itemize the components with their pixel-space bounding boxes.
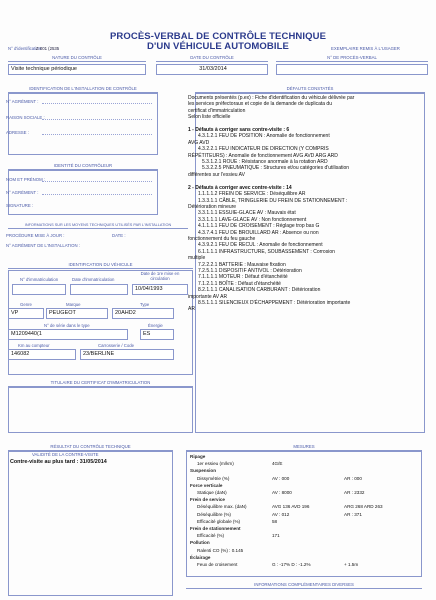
footer-header: INFORMATIONS COMPLÉMENTAIRES DIVERSES	[186, 582, 422, 589]
centre-header: IDENTIFICATION DE L'INSTALLATION DE CONTRÔLE	[8, 86, 158, 93]
defect-line: 1.3.3.1.1 CÂBLE, TRINGLERIE DU FREIN DE STATIONNEMENT :	[198, 197, 348, 204]
defect-line: certificat d'immatriculation	[188, 107, 246, 114]
mesure-sublabel: Ralenti CO (%) : 0.145	[197, 547, 244, 553]
nature-field: Visite technique périodique	[8, 64, 146, 75]
serie-label: N° de série dans le type	[44, 323, 90, 328]
type-label: Type	[140, 302, 150, 307]
info-agrement-label: N° AGRÉMENT DE L'INSTALLATION :	[6, 243, 80, 248]
defect-line: RÉPÉTITEURS) : Anomalie de fonctionnement AVG AVD ARG ARD	[188, 152, 338, 159]
pv-number-value: Z 001 (2535	[36, 46, 60, 51]
defect-line: 4.3.7.4.1 FEU DE BROUILLARD AR : Absence ou non	[198, 229, 319, 236]
centre-raison-line	[42, 119, 152, 120]
centre-adresse-label: ADRESSE :	[6, 130, 29, 135]
first-circ-label: Date de 1re mise en circulation	[140, 271, 180, 281]
mesure-value-2: ARG 268 ARD 263	[344, 504, 383, 510]
mesure-sublabel: Dissymétrie (%)	[197, 475, 230, 481]
carrosserie-field: 23/BERLINE	[80, 349, 174, 360]
result-header: RÉSULTAT DU CONTRÔLE TECHNIQUE	[8, 444, 173, 451]
result-subheader: VALIDITÉ DE LA CONTRE-VISITE	[32, 452, 99, 457]
mesure-label: Suspension	[190, 468, 217, 474]
defect-line: 6.1.1.1.1 INFRASTRUCTURE, SOUBASSEMENT : Corrosion	[198, 248, 335, 255]
defect-line: 1 - Défauts à corriger sans contre-visite : 6	[188, 127, 290, 134]
mesure-sublabel: Efficacité (%)	[197, 533, 224, 539]
controleur-agrement-line	[42, 194, 152, 195]
defect-line: 3.3.1.1.1 ESSUIE-GLACE AV : Mauvais état	[198, 210, 296, 217]
defect-line: Détérioration mineure	[188, 203, 237, 210]
km-label: Km au compteur	[18, 343, 50, 348]
controleur-signature-label: SIGNATURE :	[6, 203, 34, 208]
defect-line: 3.3.1.1.1 LAVE-GLACE AV : Non fonctionnement	[198, 216, 307, 223]
marque-field: PEUGEOT	[46, 308, 108, 319]
date-header: DATE DU CONTRÔLE	[156, 55, 268, 62]
defect-line: 7.1.1.1.1 MOTEUR : Défaut d'étanchéité	[198, 274, 288, 281]
defect-line: AVG AVD	[188, 139, 210, 146]
centre-adresse-line	[42, 134, 152, 135]
mesure-label: Éclairage	[190, 554, 211, 560]
type-field: 20AHD2	[112, 308, 174, 319]
carrosserie-label: Carrosserie / Code	[98, 343, 135, 348]
date-immat-field	[70, 284, 128, 295]
titulaire-header: TITULAIRE DU CERTIFICAT D'IMMATRICULATION	[8, 380, 193, 387]
mesure-label: Frein de service	[190, 497, 225, 503]
defect-line: 4.3.1.2.1 FEU DE POSITION : Anomalie de fonctionnement	[198, 133, 330, 140]
mesure-label: Ripage	[190, 454, 206, 459]
mesure-sublabel: Déséquilibre max. (daN)	[197, 504, 247, 510]
controleur-agrement-label: N° AGRÉMENT :	[6, 190, 39, 195]
defect-line: 8.2.1.1.1 CANALISATION CARBURANT : Détérioration	[198, 287, 321, 294]
info-date-label: DATE :	[112, 233, 126, 238]
mesure-label: Frein de stationnement	[190, 526, 241, 531]
mesure-sublabel: Statique (daN)	[197, 490, 227, 495]
mesure-value-1: 58	[272, 518, 278, 524]
mesure-value-1: AVG 136 AVD 196	[272, 504, 310, 510]
centre-agrement-label: N° AGRÉMENT :	[6, 99, 39, 104]
defect-line: 2 - Défauts à corriger avec contre-visite : 14	[188, 184, 292, 191]
defect-line: 1.1.1.1.2 FREIN DE SERVICE : Déséquilibre AR	[198, 191, 306, 198]
pv-header: N° DE PROCÈS-VERBAL	[276, 55, 428, 62]
marque-label: Marque	[66, 302, 81, 307]
defect-line: AR	[188, 306, 195, 313]
serie-field: M1209440(1	[8, 329, 128, 340]
genre-label: Genre	[20, 302, 32, 307]
mesure-label: Force verticale	[190, 482, 223, 488]
copy-label: EXEMPLAIRE REMIS À L'USAGER	[331, 46, 400, 51]
genre-field: VP	[8, 308, 44, 319]
first-circ-field: 10/04/1993	[132, 284, 188, 295]
defect-line: multiple	[188, 255, 206, 262]
defect-line: Documents présentés (p.ex) : Fiche d'identification du véhicule délivrée par	[188, 95, 355, 101]
document-title: PROCÈS-VERBAL DE CONTRÔLE TECHNIQUE	[109, 31, 327, 42]
info-procedure-label: PROCÉDURE MISE À JOUR :	[6, 233, 65, 238]
defect-line: les services préfectoraux et copie de la demande de duplicata du	[188, 101, 332, 108]
centre-agrement-line	[42, 103, 152, 104]
controleur-nom-line	[42, 181, 152, 182]
result-text: Contre-visite au plus tard : 31/05/2014	[10, 459, 107, 465]
defect-line: 7.1.2.1.1 BOÎTE : Défaut d'étanchéité	[198, 280, 281, 287]
mesure-sublabel: Feux de croisement	[197, 562, 238, 567]
defect-line: 5.3.2.2.5 PNEUMATIQUE : Structures et/ou catégories d'utilisation	[202, 165, 350, 172]
defect-line: 5.3.1.2.1 ROUE : Résistance anormale à la rotation ARD	[202, 159, 328, 166]
defect-line: 4.3.9.2.1 FEU DE RECUL : Anomalie de fonctionnement	[198, 242, 323, 249]
defect-line: 7.2.5.1.1 DISPOSITIF ANTIVOL : Détérioration	[198, 267, 302, 274]
defect-line: fonctionnement du feu gauche	[188, 235, 256, 242]
titulaire-panel	[8, 387, 193, 433]
mesures-header: MESURES	[186, 444, 422, 451]
km-field: 146082	[8, 349, 76, 360]
mesure-sublabel: 1er essieu (m/km)	[197, 461, 234, 467]
defect-line: 4.1.1.1.1 FEU DE CROISEMENT : Réglage trop bas G	[198, 223, 320, 230]
mesure-sublabel: Efficacité globale (%)	[197, 518, 241, 524]
defect-line: différentes sur l'essieu AV	[188, 171, 245, 178]
defect-line: 8.5.1.1.1 SILENCIEUX D'ÉCHAPPEMENT : Détérioration importante	[198, 300, 351, 306]
defect-line: 4.3.2.2.1 FEU INDICATEUR DE DIRECTION (Y COMPRIS	[198, 146, 329, 153]
mesure-value-1: G : -17% D : -1.2%	[272, 562, 311, 567]
pv-number-label: N° d'identification	[8, 46, 42, 51]
controleur-nom-label: NOM ET PRÉNOM :	[6, 177, 46, 182]
result-panel	[8, 451, 173, 596]
centre-raison-label: RAISON SOCIALE :	[6, 115, 45, 120]
energie-field: ES	[140, 329, 174, 340]
mesure-value-1: AV : 8000	[272, 490, 292, 495]
mesure-value-2: AR : 000	[344, 475, 362, 481]
defect-line: importante AV AR	[188, 293, 228, 300]
mesure-value-1: AV : 012	[272, 511, 290, 517]
info-tech-header: INFORMATIONS SUR LES MOYENS TECHNIQUES UTILISÉS PAR L'INSTALLATION	[8, 222, 188, 229]
defect-line: Selon liste officielle	[188, 114, 231, 121]
defect-line: 7.2.2.2.1 BATTERIE : Mauvaise fixation	[198, 261, 286, 268]
controleur-header: IDENTITÉ DU CONTRÔLEUR	[8, 163, 158, 170]
energie-label: Énergie	[148, 323, 163, 328]
date-field: 31/03/2014	[156, 64, 268, 75]
vehicle-header: IDENTIFICATION DU VÉHICULE	[8, 262, 193, 269]
nature-header: NATURE DU CONTRÔLE	[8, 55, 146, 62]
mesure-value-1: 4G/E	[272, 461, 283, 467]
defects-list	[188, 95, 420, 313]
mesure-value-2: + 1.5m	[344, 562, 359, 567]
mesure-label: Pollution	[190, 540, 210, 546]
mesure-sublabel: Déséquilibre (%)	[197, 511, 231, 517]
pv-field	[276, 64, 428, 75]
document-subtitle: D'UN VÉHICULE AUTOMOBILE	[147, 41, 289, 52]
mesure-value-2: AR : 2332	[344, 490, 365, 495]
immat-label: N° d'immatriculation	[20, 277, 59, 282]
date-immat-label: Date d'immatriculation	[72, 277, 115, 282]
defects-header: DÉFAUTS CONSTATÉS	[195, 86, 425, 93]
mesure-value-1: AV : 000	[272, 475, 290, 481]
immat-field	[12, 284, 66, 295]
mesure-value-1: 171	[272, 533, 280, 539]
mesure-value-2: AR : 371	[344, 511, 362, 517]
